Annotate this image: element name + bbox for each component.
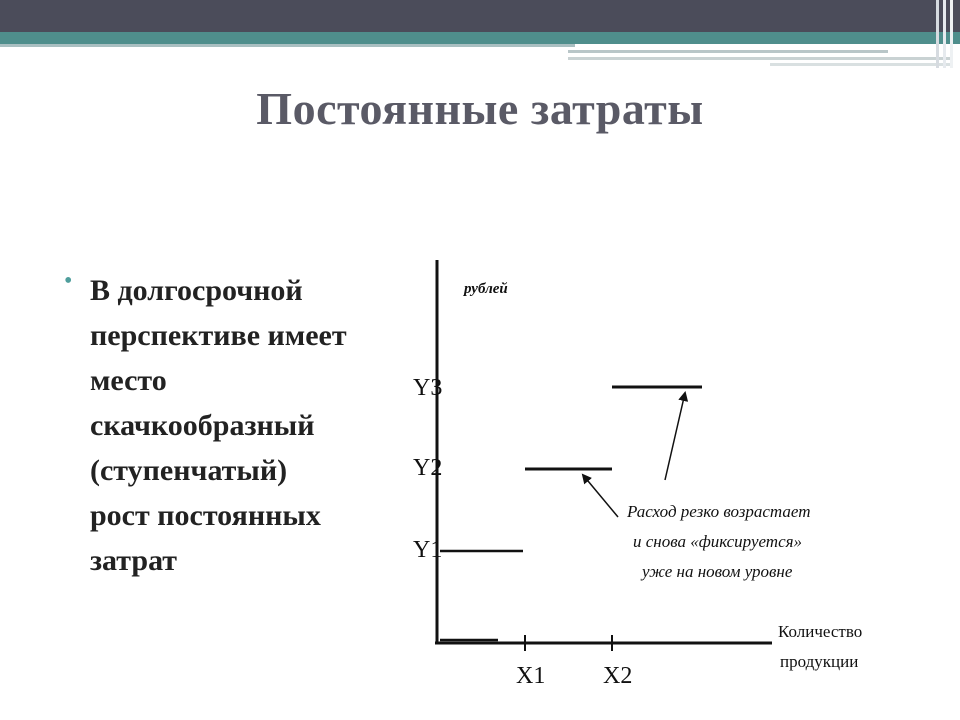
header-line xyxy=(568,57,950,60)
header-line xyxy=(0,44,575,47)
y-axis-unit: рублей xyxy=(464,281,508,297)
header-line xyxy=(568,50,888,53)
header-edge-stripe xyxy=(936,0,939,68)
bullet-text: В долгосрочной перспективе имеет место скачкообразный (ступенчатый) рост постоянных затрат xyxy=(90,274,347,577)
header-dark-bar xyxy=(0,0,960,32)
bullet-dot-icon: • xyxy=(64,268,73,294)
header-edge-stripe xyxy=(943,0,946,68)
annotation-line2: и снова «фиксируется» xyxy=(633,532,803,551)
arrow-to-y3 xyxy=(665,393,685,480)
header-line xyxy=(770,63,950,66)
bullet-item xyxy=(64,268,382,583)
annotation-line1: Расход резко возрастает xyxy=(627,502,811,521)
header-edge-stripe xyxy=(950,0,953,68)
y-label-y2: Y2 xyxy=(413,455,443,481)
x-label-x2: X2 xyxy=(603,663,633,689)
y-label-y3: Y3 xyxy=(413,375,443,401)
x-axis-label-line2: продукции xyxy=(780,652,859,671)
x-label-x1: X1 xyxy=(516,663,546,689)
y-label-y1: Y1 xyxy=(413,537,443,563)
arrow-to-y2 xyxy=(583,475,618,517)
annotation-line3: уже на новом уровне xyxy=(642,562,793,581)
header-teal-bar xyxy=(0,32,960,44)
step-cost-diagram xyxy=(380,255,900,700)
slide-title: Постоянные затраты xyxy=(256,83,704,134)
x-axis-label-line1: Количество xyxy=(778,622,863,641)
